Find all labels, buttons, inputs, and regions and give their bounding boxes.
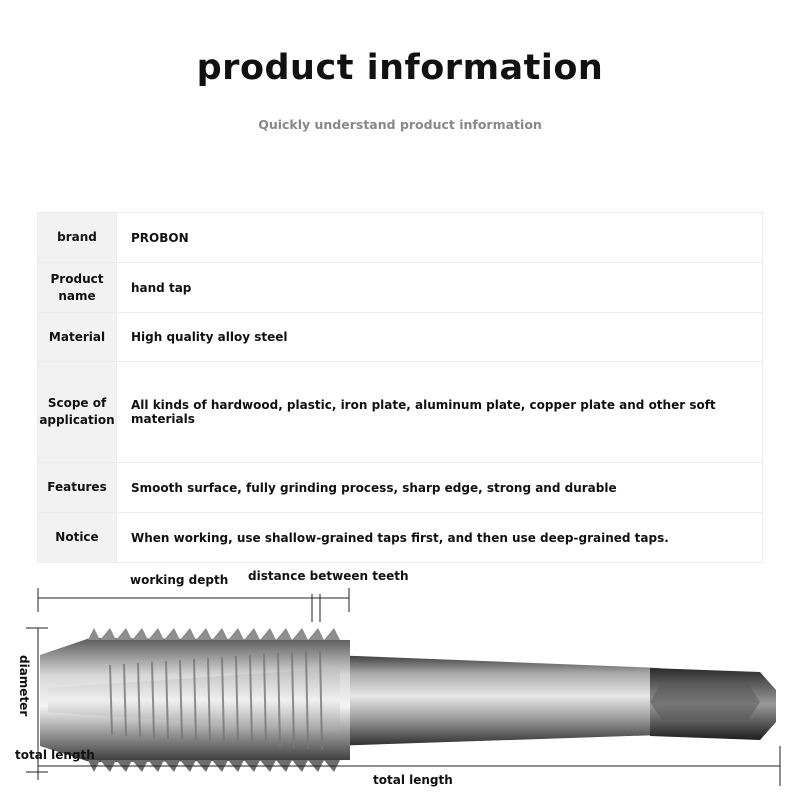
spec-value: Smooth surface, fully grinding process, sharp edge, strong and durable xyxy=(117,463,763,513)
spec-row-scope xyxy=(38,362,763,463)
spec-label: Material xyxy=(38,313,117,362)
spec-row-material xyxy=(38,313,763,362)
tap-illustration xyxy=(0,560,800,800)
spec-row-brand xyxy=(38,213,763,263)
spec-label: Scope of application xyxy=(38,362,117,463)
working-depth-label: working depth xyxy=(130,573,229,587)
spec-value: All kinds of hardwood, plastic, iron plate, aluminum plate, copper plate and other soft materials xyxy=(117,362,763,463)
spec-value: hand tap xyxy=(117,263,763,313)
spec-label: brand xyxy=(38,213,117,263)
total-length-left-label: total length xyxy=(15,748,95,762)
spec-label: Product name xyxy=(38,263,117,313)
spec-label: Notice xyxy=(38,513,117,563)
spec-table xyxy=(37,212,763,563)
spec-value: High quality alloy steel xyxy=(117,313,763,362)
spec-row-product-name xyxy=(38,263,763,313)
page-title: product information xyxy=(196,48,604,88)
total-length-bottom-label: total length xyxy=(373,773,453,787)
spec-row-notice xyxy=(38,513,763,563)
spec-row-features xyxy=(38,463,763,513)
spec-label: Features xyxy=(38,463,117,513)
spec-value: When working, use shallow-grained taps first, and then use deep-grained taps. xyxy=(117,513,763,563)
tooth-distance-label: distance between teeth xyxy=(248,569,409,583)
diameter-label: diameter xyxy=(17,655,31,717)
spec-value: PROBON xyxy=(117,213,763,263)
page-subtitle: Quickly understand product information xyxy=(258,117,542,132)
tap-teeth-top xyxy=(88,628,340,640)
working-depth-dimension xyxy=(38,588,349,622)
tap-shank xyxy=(330,655,660,746)
